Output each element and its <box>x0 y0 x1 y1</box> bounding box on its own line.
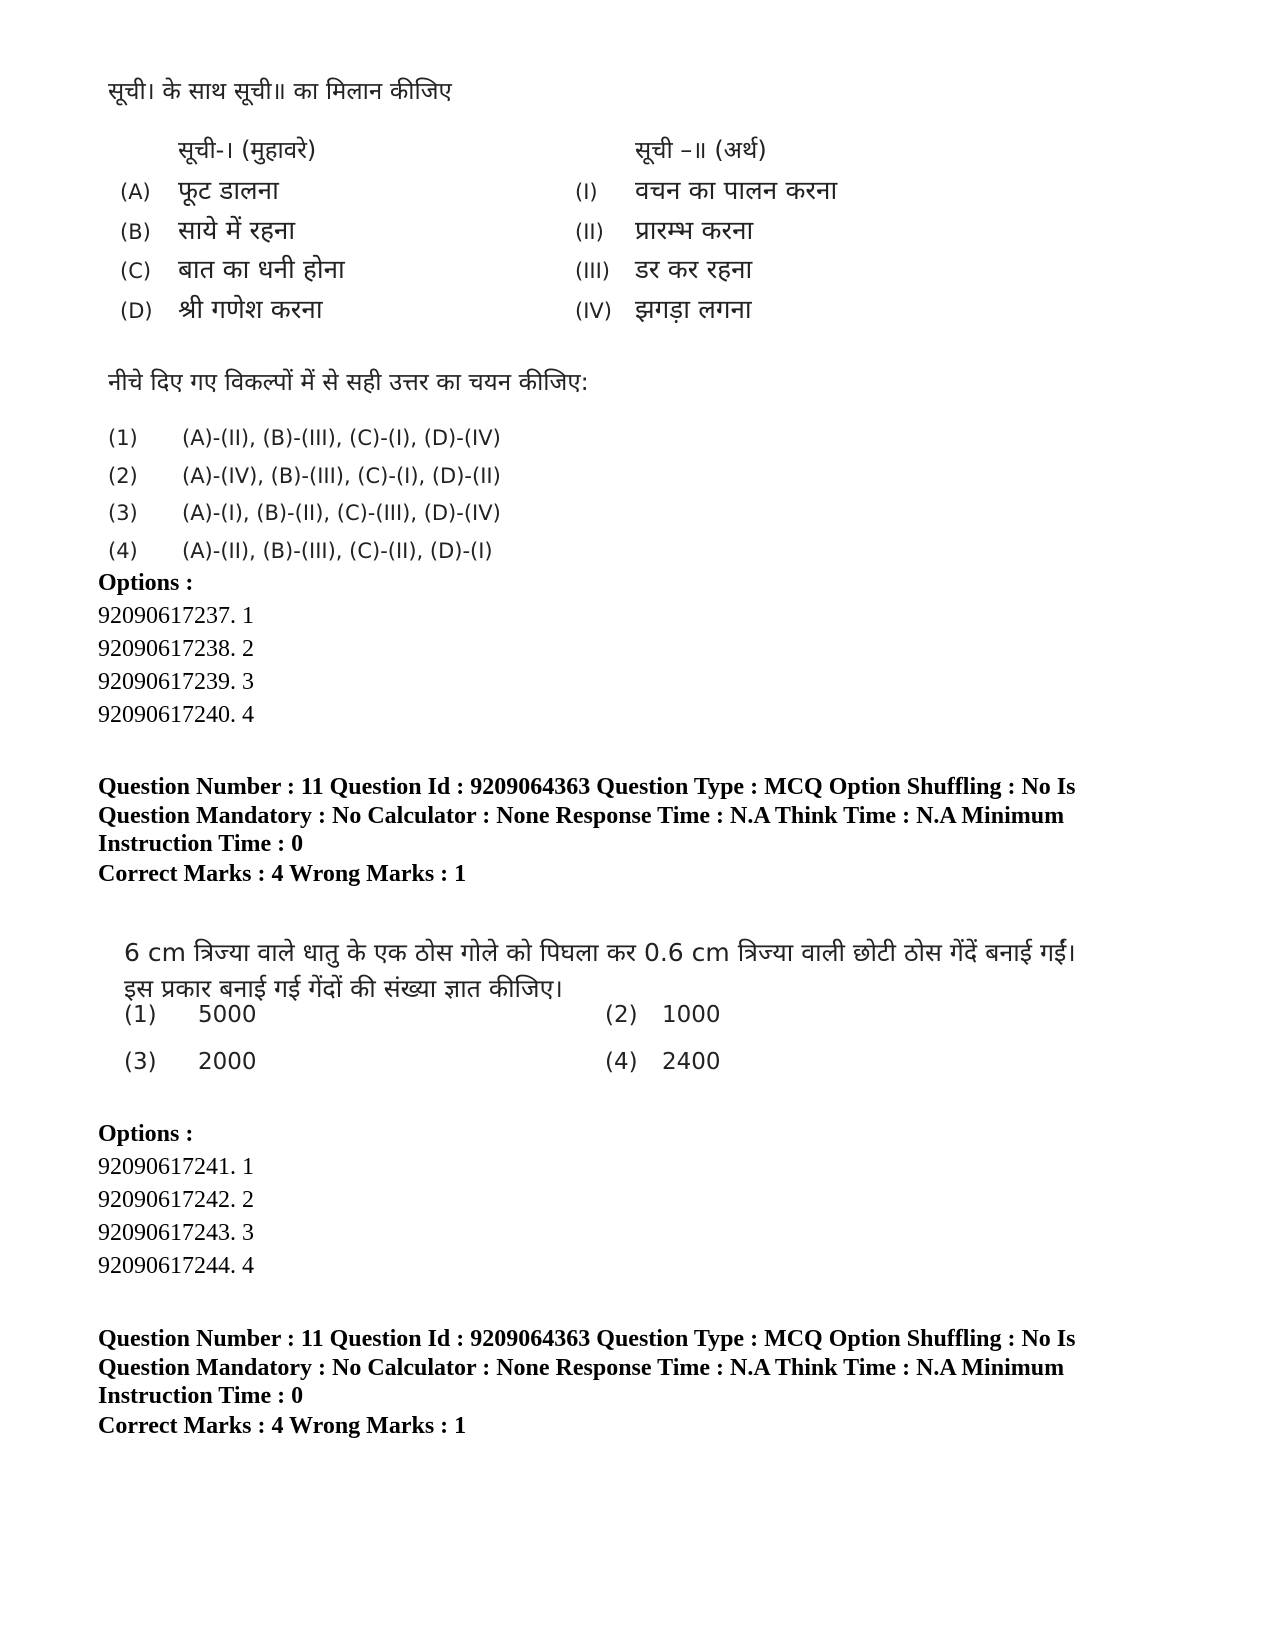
q11-marks: Correct Marks : 4 Wrong Marks : 1 <box>98 861 467 887</box>
q10-choice-num-2: (2) <box>108 464 138 488</box>
list1-label-c: (C) <box>120 259 152 283</box>
list1-item-d: श्री गणेश करना <box>178 295 323 325</box>
list1-label-d: (D) <box>120 299 153 323</box>
list2-item-iii: डर कर रहना <box>635 255 753 285</box>
list2-item-i: वचन का पालन करना <box>635 176 838 206</box>
q10-choice-text-2: (A)-(IV), (B)-(III), (C)-(I), (D)-(II) <box>182 464 501 488</box>
q12-meta-line3: Instruction Time : 0 <box>98 1383 304 1409</box>
q11-meta-line3: Instruction Time : 0 <box>98 831 304 857</box>
q10-option-1: 92090617237. 1 <box>98 603 254 629</box>
list2-heading: सूची –॥ (अर्थ) <box>635 136 767 164</box>
list2-label-ii: (II) <box>575 220 604 244</box>
q10-choice-text-1: (A)-(II), (B)-(III), (C)-(I), (D)-(IV) <box>182 426 501 450</box>
list2-label-i: (I) <box>575 180 598 204</box>
list1-item-a: फूट डालना <box>178 176 279 206</box>
q11-option-2: 92090617242. 2 <box>98 1187 254 1213</box>
q11-choice-num-4: (4) <box>605 1049 638 1075</box>
list1-item-b: साये में रहना <box>178 216 296 246</box>
list1-label-b: (B) <box>120 220 151 244</box>
q11-options-label: Options : <box>98 1121 194 1147</box>
q11-question <box>124 935 1154 1007</box>
q10-option-2: 92090617238. 2 <box>98 636 254 662</box>
list2-label-iii: (III) <box>575 259 610 283</box>
q11-choice-val-1: 5000 <box>198 1002 257 1028</box>
q11-question-line2: इस प्रकार बनाई गई गेंदों की संख्या ज्ञात कीजिए। <box>124 974 563 1003</box>
q10-option-4: 92090617240. 4 <box>98 702 254 728</box>
q10-instruction: सूची। के साथ सूची॥ का मिलान कीजिए <box>108 77 452 105</box>
q11-question-line1: 6 cm त्रिज्या वाले धातु के एक ठोस गोले को पिघला कर 0.6 cm त्रिज्या वाली छोटी ठोस गेंदें बनाई गईं। <box>124 938 1076 967</box>
q12-meta <box>98 1325 1178 1411</box>
q10-choice-num-1: (1) <box>108 426 138 450</box>
q11-meta-line2: Question Mandatory : No Calculator : None Response Time : N.A Think Time : N.A Minimum <box>98 802 1065 829</box>
q11-choice-num-1: (1) <box>124 1002 157 1028</box>
q11-choice-num-3: (3) <box>124 1049 157 1075</box>
q11-option-1: 92090617241. 1 <box>98 1154 254 1180</box>
q12-meta-line1: Question Number : 11 Question Id : 9209064363 Question Type : MCQ Option Shuffling : No Is <box>98 1326 1076 1352</box>
q12-marks: Correct Marks : 4 Wrong Marks : 1 <box>98 1413 467 1439</box>
q11-meta <box>98 773 1178 859</box>
list1-item-c: बात का धनी होना <box>178 255 345 285</box>
q10-prompt: नीचे दिए गए विकल्पों में से सही उत्तर का चयन कीजिए: <box>108 368 589 396</box>
list1-label-a: (A) <box>120 180 151 204</box>
q11-choice-val-2: 1000 <box>662 1002 721 1028</box>
q10-options-label: Options : <box>98 570 194 596</box>
q11-option-4: 92090617244. 4 <box>98 1253 254 1279</box>
q11-choice-val-3: 2000 <box>198 1049 257 1075</box>
q11-choice-val-4: 2400 <box>662 1049 721 1075</box>
q11-meta-line1: Question Number : 11 Question Id : 9209064363 Question Type : MCQ Option Shuffling : No Is <box>98 774 1076 800</box>
q10-option-3: 92090617239. 3 <box>98 669 254 695</box>
q11-option-3: 92090617243. 3 <box>98 1220 254 1246</box>
q10-choice-text-4: (A)-(II), (B)-(III), (C)-(II), (D)-(I) <box>182 539 493 563</box>
list2-item-iv: झगड़ा लगना <box>635 295 752 325</box>
q10-choice-text-3: (A)-(I), (B)-(II), (C)-(III), (D)-(IV) <box>182 501 501 525</box>
q12-meta-line2: Question Mandatory : No Calculator : None Response Time : N.A Think Time : N.A Minimum <box>98 1354 1065 1381</box>
list2-label-iv: (IV) <box>575 299 612 323</box>
list1-heading: सूची-। (मुहावरे) <box>178 136 317 164</box>
list2-item-ii: प्रारम्भ करना <box>635 216 754 246</box>
q11-choice-num-2: (2) <box>605 1002 638 1028</box>
q10-choice-num-3: (3) <box>108 501 138 525</box>
q10-choice-num-4: (4) <box>108 539 138 563</box>
